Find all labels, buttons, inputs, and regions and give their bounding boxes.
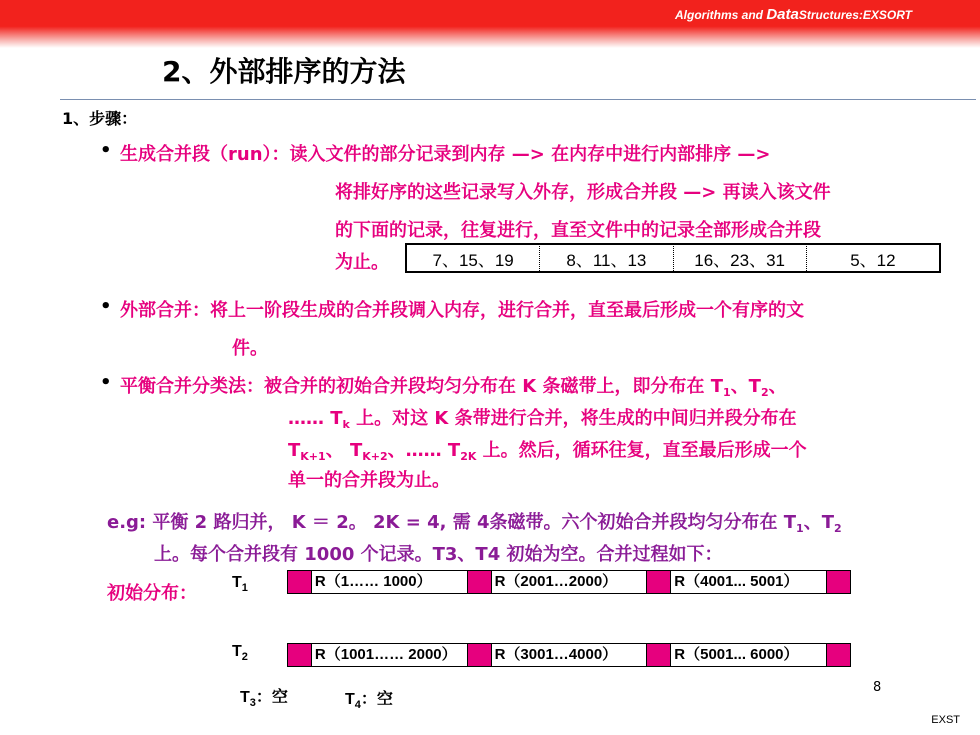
- bullet-3: •: [100, 372, 112, 393]
- tape-record: R（1001…… 2000）: [311, 644, 468, 666]
- tape-marker: [647, 571, 670, 593]
- title-divider: [60, 99, 976, 100]
- page-number: 8: [873, 680, 882, 695]
- run-example-box: [405, 243, 941, 273]
- course-title: Algorithms and DataStructures:EXSORT: [675, 6, 912, 23]
- run-segment: 8、11、13: [539, 246, 672, 271]
- tape-marker: [468, 571, 491, 593]
- tape-t2: [287, 643, 851, 667]
- tape-marker: [827, 571, 850, 593]
- tape-marker: [288, 644, 311, 666]
- run-heading: 生成合并段（run）：读入文件的部分记录到内存 —> 在内存中进行内部排序 —>: [120, 144, 771, 165]
- run-text-line-2: 将排好序的这些记录写入外存，形成合并段 —> 再读入该文件: [335, 182, 831, 203]
- tape-marker: [288, 571, 311, 593]
- tape-record: R（4001... 5001）: [670, 571, 827, 593]
- example-line-2: 上。每个合并段有 1000 个记录。T3、T4 初始为空。合并过程如下：: [154, 544, 723, 565]
- run-segment: 7、15、19: [432, 250, 514, 270]
- steps-label: 1、步骤：: [62, 109, 138, 128]
- tape-record: R（1…… 1000）: [311, 571, 468, 593]
- tape-t1-label: $T_1$: [232, 574, 248, 594]
- tape-marker: [468, 644, 491, 666]
- tape-record: R（3001…4000）: [491, 644, 648, 666]
- tape-t2-label: $T_2$: [232, 643, 248, 663]
- run-text-line-4: 为止。: [335, 252, 389, 273]
- balanced-line-4: 单一的合并段为止。: [288, 470, 450, 491]
- bullet-1: •: [100, 140, 112, 161]
- run-segment: 5、12: [806, 246, 939, 271]
- tape-t4-status: $T_4$：空: [345, 691, 393, 711]
- run-text-line-3: 的下面的记录，往复进行，直至文件中的记录全部形成合并段: [335, 220, 821, 241]
- tape-t1: [287, 570, 851, 594]
- tape-t3-status: $T_3$：空: [240, 689, 288, 709]
- tape-marker: [827, 644, 850, 666]
- merge-text-line-1: 外部合并：将上一阶段生成的合并段调入内存，进行合并，直至最后形成一个有序的文: [120, 300, 804, 321]
- footer-label: EXST: [931, 714, 960, 726]
- example-line-1: e.g: 平衡 2 路归并， K ＝ 2。 2K = 4, 需 4条磁带。六个初始合并段均匀分布在 $T_1$、$T_2$: [107, 512, 842, 535]
- tape-record: R（2001…2000）: [491, 571, 648, 593]
- initial-distribution-label: 初始分布：: [107, 583, 197, 604]
- slide-title: 2、外部排序的方法: [162, 55, 406, 88]
- merge-text-line-2: 件。: [232, 338, 268, 359]
- run-segment: 16、23、31: [673, 246, 806, 271]
- tape-record: R（5001... 6000）: [670, 644, 827, 666]
- balanced-line-2: …… $T_k$ 上。对这 K 条带进行合并，将生成的中间归并段分布在: [288, 408, 797, 431]
- balanced-line-3: $T_{K+1}$、 $T_{K+2}$、…… $T_{2K}$ 上。然后，循环往复，直至最后形成一个: [288, 440, 807, 463]
- bullet-2: •: [100, 296, 112, 317]
- balanced-line-1: 平衡合并分类法：被合并的初始合并段均匀分布在 K 条磁带上，即分布在 $T_1$、$T_2$、: [120, 376, 787, 399]
- tape-marker: [647, 644, 670, 666]
